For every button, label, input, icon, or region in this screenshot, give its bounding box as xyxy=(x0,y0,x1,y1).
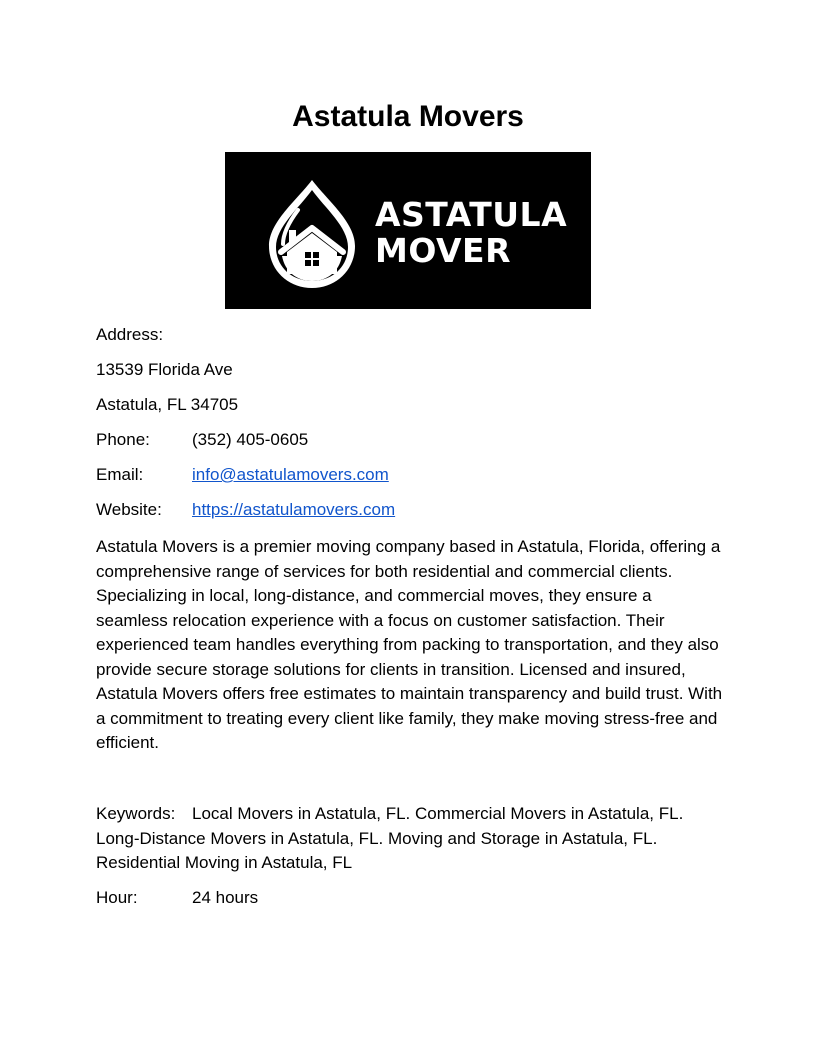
website-link[interactable]: https://astatulamovers.com xyxy=(192,500,396,519)
keywords-value: Local Movers in Astatula, FL. Commercial Movers in Astatula, FL. Long-Distance Movers in Astatula, FL. Moving and Storage in Astatula, FL. Residential Moving in Astatula, FL xyxy=(96,804,684,872)
email-link[interactable]: info@astatulamovers.com xyxy=(192,465,389,484)
address-line2: Astatula, FL 34705 xyxy=(96,395,239,414)
logo-text-line1: ASTATULA xyxy=(375,195,568,234)
logo-text-line2: MOVER xyxy=(375,231,511,270)
phone-label: Phone: xyxy=(96,430,150,449)
hours-label: Hour: xyxy=(96,888,138,907)
keywords-block xyxy=(96,802,724,876)
website-label: Website: xyxy=(96,500,162,519)
company-description: Astatula Movers is a premier moving company based in Astatula, Florida, offering a comprehensive range of services for both residential and commercial clients. Specializing in local, long-distance, and commercial moves, they ensure a seamless relocation experience with a focus on customer satisfaction. Their experienced team handles everything from packing to transportation, and they also provide secure storage solutions for clients in transition. Licensed and insured, Astatula Movers offers free estimates to maintain transparency and build trust. With a commitment to treating every client like family, they make moving stress-free and efficient. xyxy=(96,537,723,752)
keywords-label: Keywords: xyxy=(96,804,176,823)
email-label: Email: xyxy=(96,465,144,484)
website-row xyxy=(96,499,395,521)
hours-row xyxy=(96,887,258,909)
page-title: Astatula Movers xyxy=(292,100,524,133)
hours-value: 24 hours xyxy=(192,888,259,907)
email-row xyxy=(96,464,389,486)
address-label: Address: xyxy=(96,325,164,344)
company-logo xyxy=(225,152,591,309)
phone-row xyxy=(96,429,308,451)
phone-value: (352) 405-0605 xyxy=(192,430,309,449)
address-line1: 13539 Florida Ave xyxy=(96,360,233,379)
